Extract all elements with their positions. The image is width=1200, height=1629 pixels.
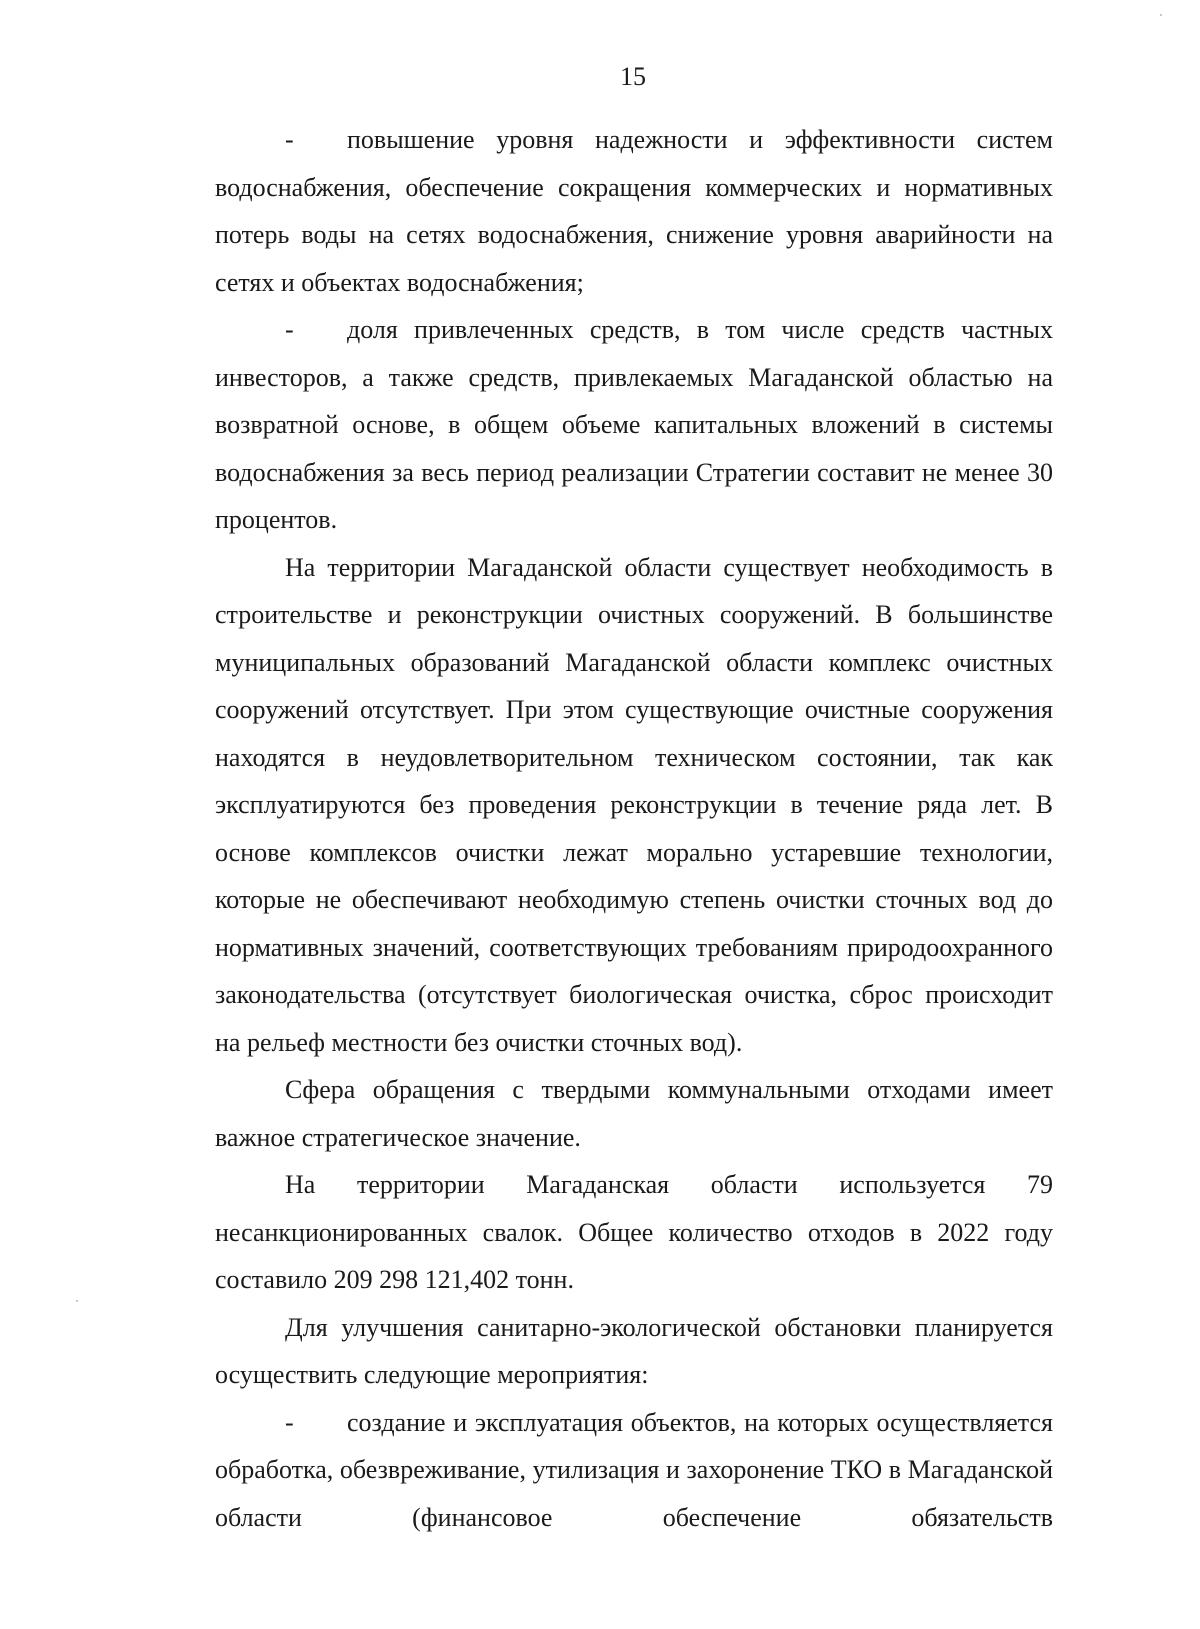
paragraph-bullet-water-reliability	[215, 116, 1053, 306]
paragraph-bullet-investment-share	[215, 306, 1053, 544]
paragraph-landfills	[215, 1161, 1053, 1304]
bullet-dash: -	[285, 125, 294, 154]
paragraph-planned-measures	[215, 1304, 1053, 1399]
paragraph-text: Сфера обращения с твердыми коммунальными отходами имеет важное стратегическое значение.	[215, 1075, 1053, 1152]
paragraph-text: На территории Магаданской области существует необходимость в строительстве и реконструкции очистных сооружений. В большинстве муниципальных образований Магаданской области комплекс очистных сооружений отсутствует. При этом существующие очистные сооружения находятся в неудовлетворительном техническом состоянии, так как эксплуатируются без проведения реконструкции в течение ряда лет. В основе комплексов очистки лежат морально устаревшие технологии, которые не обеспечивают необходимую степень очистки сточных вод до нормативных значений, соответствующих требованиям природоохранного законодательства (отсутствует биологическая очистка, сброс происходит на рельеф местности без очистки сточных вод).	[215, 552, 1053, 1057]
paragraph-text: повышение уровня надежности и эффективности систем водоснабжения, обеспечение сокращения коммерческих и нормативных потерь воды на сетях водоснабжения, снижение уровня аварийности на сетях и объектах водоснабжения;	[215, 125, 1053, 297]
paragraph-waste-sphere	[215, 1066, 1053, 1161]
bullet-dash: -	[285, 315, 294, 344]
paragraph-bullet-tko-objects	[215, 1399, 1053, 1542]
paragraph-treatment-facilities	[215, 544, 1053, 1067]
paragraph-text: Для улучшения санитарно-экологической обстановки планируется осуществить следующие мероприятия:	[215, 1312, 1053, 1389]
bullet-dash: -	[285, 1407, 294, 1437]
scan-speck	[76, 1300, 78, 1302]
paragraph-text: доля привлеченных средств, в том числе средств частных инвесторов, а также средств, привлекаемых Магаданской областью на возвратной основе, в общем объеме капитальных вложений в системы водоснабжения за весь период реализации Стратегии составит не менее 30 процентов.	[215, 315, 1053, 534]
scan-speck	[1160, 14, 1162, 16]
paragraph-text: На территории Магаданская области используется 79 несанкционированных свалок. Общее количество отходов в 2022 году составило 209 298 121,402 тонн.	[215, 1170, 1053, 1294]
document-body	[215, 116, 1053, 1541]
page-number: 15	[620, 62, 646, 91]
paragraph-text: создание и эксплуатация объектов, на которых осуществляется обработка, обезвреживание, утилизация и захоронение ТКО в Магаданской области (финансовое обеспечение обязательств	[215, 1407, 1053, 1532]
